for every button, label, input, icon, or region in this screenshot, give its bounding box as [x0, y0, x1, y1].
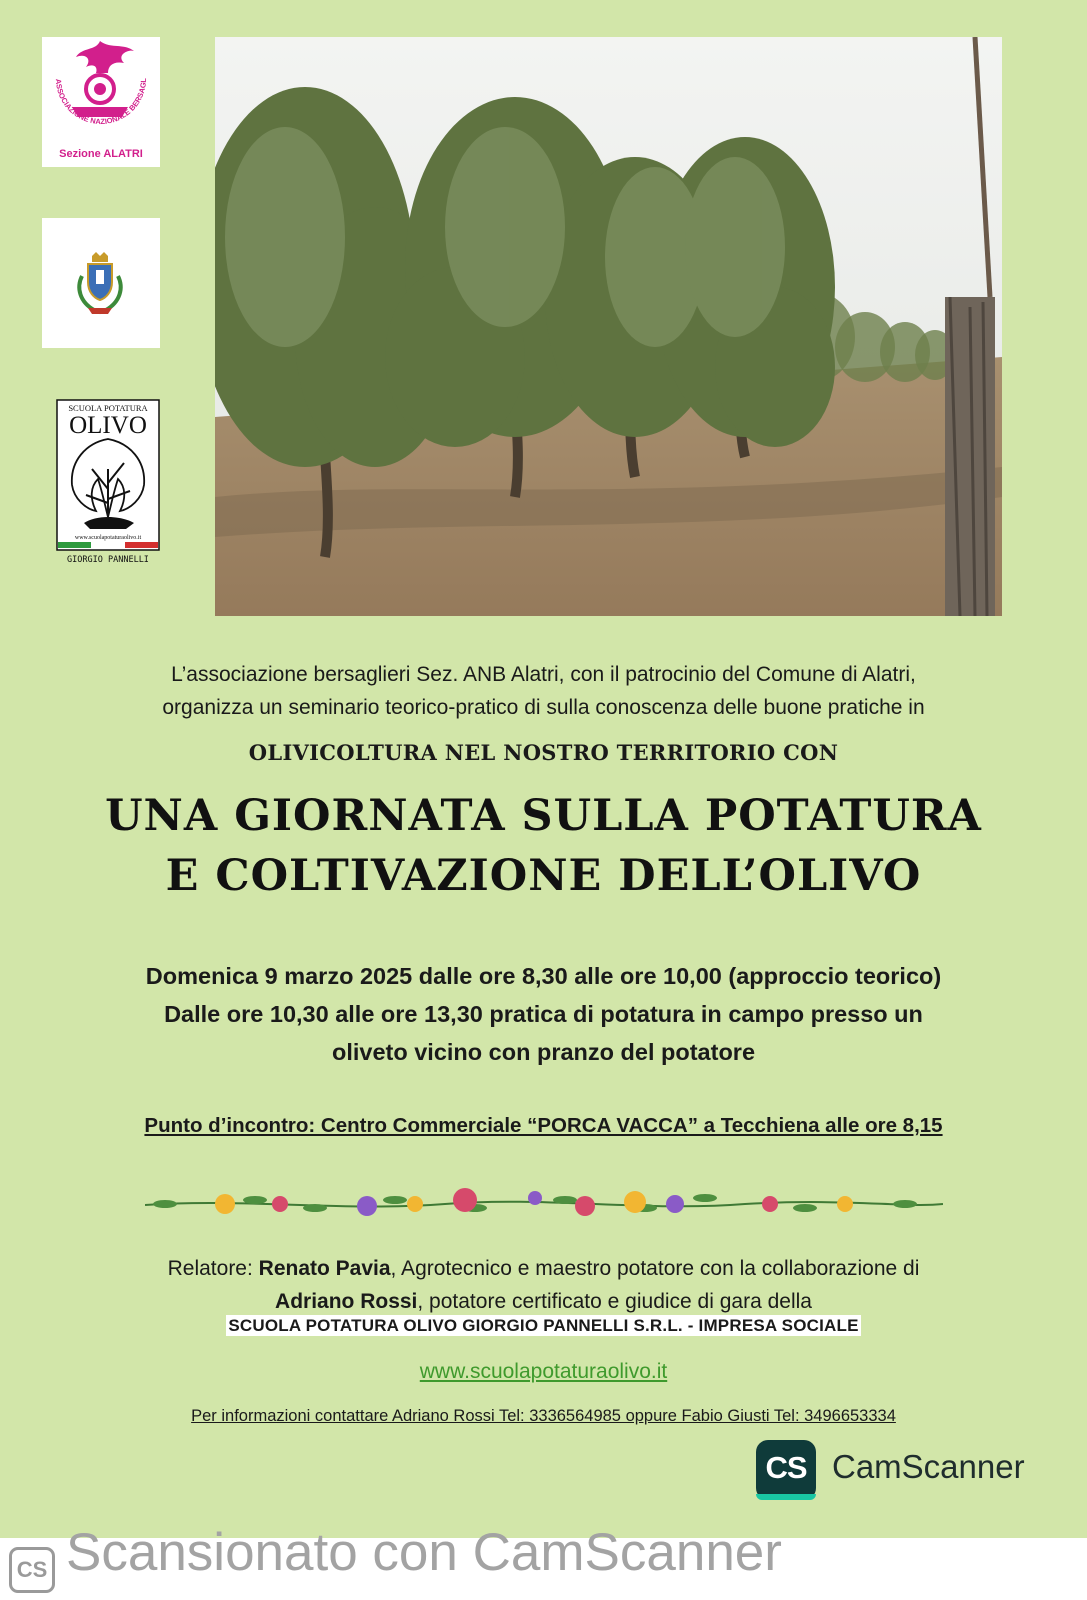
meeting-point: Punto d’incontro: Centro Commerciale “PORCA VACCA” a Tecchiena alle ore 8,15 [144, 1114, 943, 1137]
camscanner-watermark: Scansionato con CamScanner [66, 1523, 782, 1582]
anb-alatri-logo [42, 37, 160, 167]
school-name-text: SCUOLA POTATURA OLIVO GIORGIO PANNELLI S.R.L. - IMPRESA SOCIALE [228, 1316, 859, 1335]
school-logo-site: www.scuolapotaturaolivo.it [74, 535, 142, 541]
scuola-potatura-olivo-logo [56, 399, 160, 569]
event-title-line-1: UNA GIORNATA SULLA POTATURA [105, 791, 982, 841]
intro-text [0, 658, 1087, 724]
intro-line-1: L’associazione bersaglieri Sez. ANB Alatri, con il patrocinio del Comune di Alatri, [171, 663, 916, 686]
anb-arc-text: ASSOCIAZIONE NAZIONALE BERSAGL [53, 77, 149, 127]
school-logo-top: SCUOLA POTATURA [68, 403, 148, 413]
schedule-line-3: oliveto vicino con pranzo del potatore [331, 1039, 756, 1065]
subtitle: OLIVICOLTURA NEL NOSTRO TERRITORIO CON [248, 740, 839, 765]
anb-section-label: Sezione ALATRI [59, 148, 143, 160]
camscanner-brand: CamScanner [832, 1448, 1025, 1485]
event-schedule [0, 957, 1087, 1071]
event-title-line-2: E COLTIVAZIONE DELL’OLIVO [165, 851, 922, 901]
olive-grove-photo [215, 37, 1002, 616]
camscanner-icon: CS [756, 1440, 816, 1500]
flower-garland-decoration [145, 1180, 943, 1230]
schedule-line-1: Domenica 9 marzo 2025 dalle ore 8,30 alle ore 10,00 (approccio teorico) [145, 963, 942, 989]
event-title [0, 786, 1087, 906]
speaker-prefix: Relatore: [167, 1257, 259, 1280]
comune-crest-logo [42, 218, 160, 348]
speaker-suffix: , potatore certificato e giudice di gara della [417, 1290, 812, 1313]
intro-line-2: organizza un seminario teorico-pratico di sulla conoscenza delle buone pratiche in [162, 696, 925, 719]
contact-info: Per informazioni contattare Adriano Rossi Tel: 3336564985 oppure Fabio Giusti Tel: 3496653334 [191, 1407, 896, 1425]
speaker-mid: , Agrotecnico e maestro potatore con la collaborazione di [390, 1257, 920, 1280]
speaker-line-2 [0, 1285, 1087, 1318]
school-logo-name: GIORGIO PANNELLI [67, 555, 149, 565]
school-logo-main: OLIVO [69, 412, 147, 439]
speaker-line-1 [0, 1252, 1087, 1285]
speaker-name-2: Adriano Rossi [275, 1290, 418, 1313]
school-name [0, 1316, 1087, 1336]
camscanner-watermark-icon: CS [9, 1547, 55, 1593]
speaker-name-1: Renato Pavia [258, 1257, 391, 1280]
schedule-line-2: Dalle ore 10,30 alle ore 13,30 pratica di potatura in campo presso un [164, 1001, 923, 1027]
website-link[interactable]: www.scuolapotaturaolivo.it [419, 1360, 668, 1383]
speaker-info [0, 1252, 1087, 1318]
